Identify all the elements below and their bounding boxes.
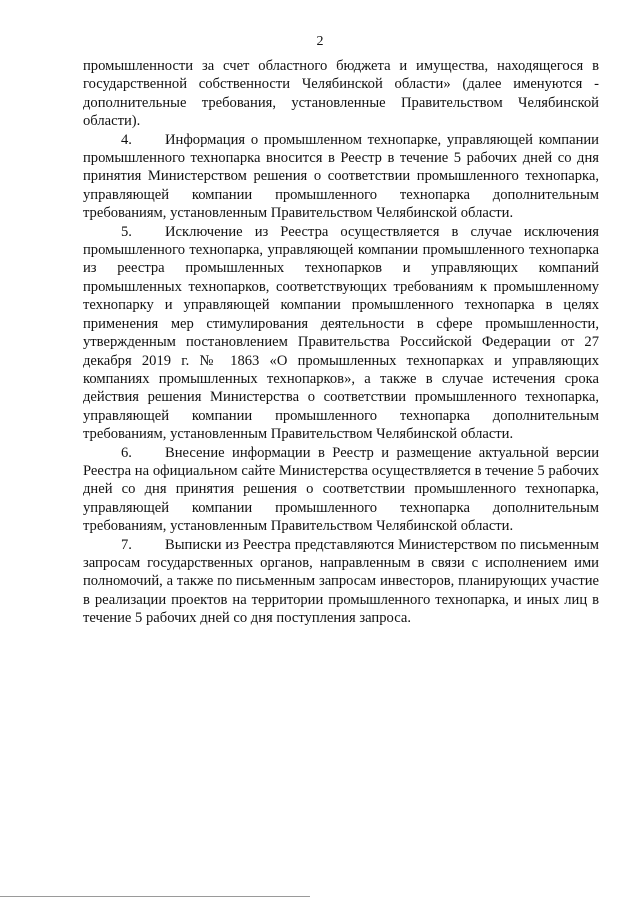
paragraph-continuation [83,57,599,131]
paragraph-text: Выписки из Реестра представляются Министерством по письменным запросам государственных органов, направленным в связи с исполнением ими полномочий, а также по письменным запросам инвесторов, планирующих участие в реализации проектов на территории промышленного технопарка, и иных лиц в течение 5 рабочих дней со дня поступления запроса. [83,536,599,627]
paragraph-number: 6. [121,444,132,461]
paragraph-number: 5. [121,223,132,240]
paragraph-6 [83,444,599,536]
paragraph-number: 4. [121,131,132,148]
paragraph-text: промышленности за счет областного бюджета и имущества, находящегося в государственной собственности Челябинской области» (далее именуются - дополнительные требования, установленные Правительством Челябинской области). [83,58,599,130]
paragraph-5 [83,223,599,444]
paragraph-4 [83,131,599,223]
paragraph-text: Исключение из Реестра осуществляется в случае исключения промышленного технопарка, управляющей компании промышленного технопарка из реестра промышленных технопарков и управляющих компаний промышленных технопарков, соответствующих требованиям к промышленному технопарку и управляющей компании промышленного технопарка в целях применения мер стимулирования деятельности в сфере промышленности, утвержденным постановлением Правительства Российской Федерации от 27 декабря 2019 г. № 1863 «О промышленных технопарках и управляющих компаниях промышленных технопарков», а также в случае истечения срока действия решения Министерства о соответствии промышленного технопарка, управляющей компании промышленного технопарка дополнительным требованиям, установленным Правительством Челябинской области. [83,223,599,443]
paragraph-text: Внесение информации в Реестр и размещение актуальной версии Реестра на официальном сайте Министерства осуществляется в течение 5 рабочих дней со дня принятия решения о соответствии промышленного технопарка, управляющей компании промышленного технопарка дополнительным требованиям, установленным Правительством Челябинской области. [83,444,599,535]
paragraph-number: 7. [121,536,132,553]
page-number: 2 [316,34,324,49]
footer-divider [0,896,310,897]
document-body [83,57,599,628]
paragraph-text: Информация о промышленном технопарке, управляющей компании промышленного технопарка вносится в Реестр в течение 5 рабочих дней со дня принятия Министерством решения о соответствии промышленного технопарка, управляющей компании промышленного технопарка дополнительным требованиям, установленным Правительством Челябинской области. [83,131,599,222]
paragraph-7 [83,536,599,628]
